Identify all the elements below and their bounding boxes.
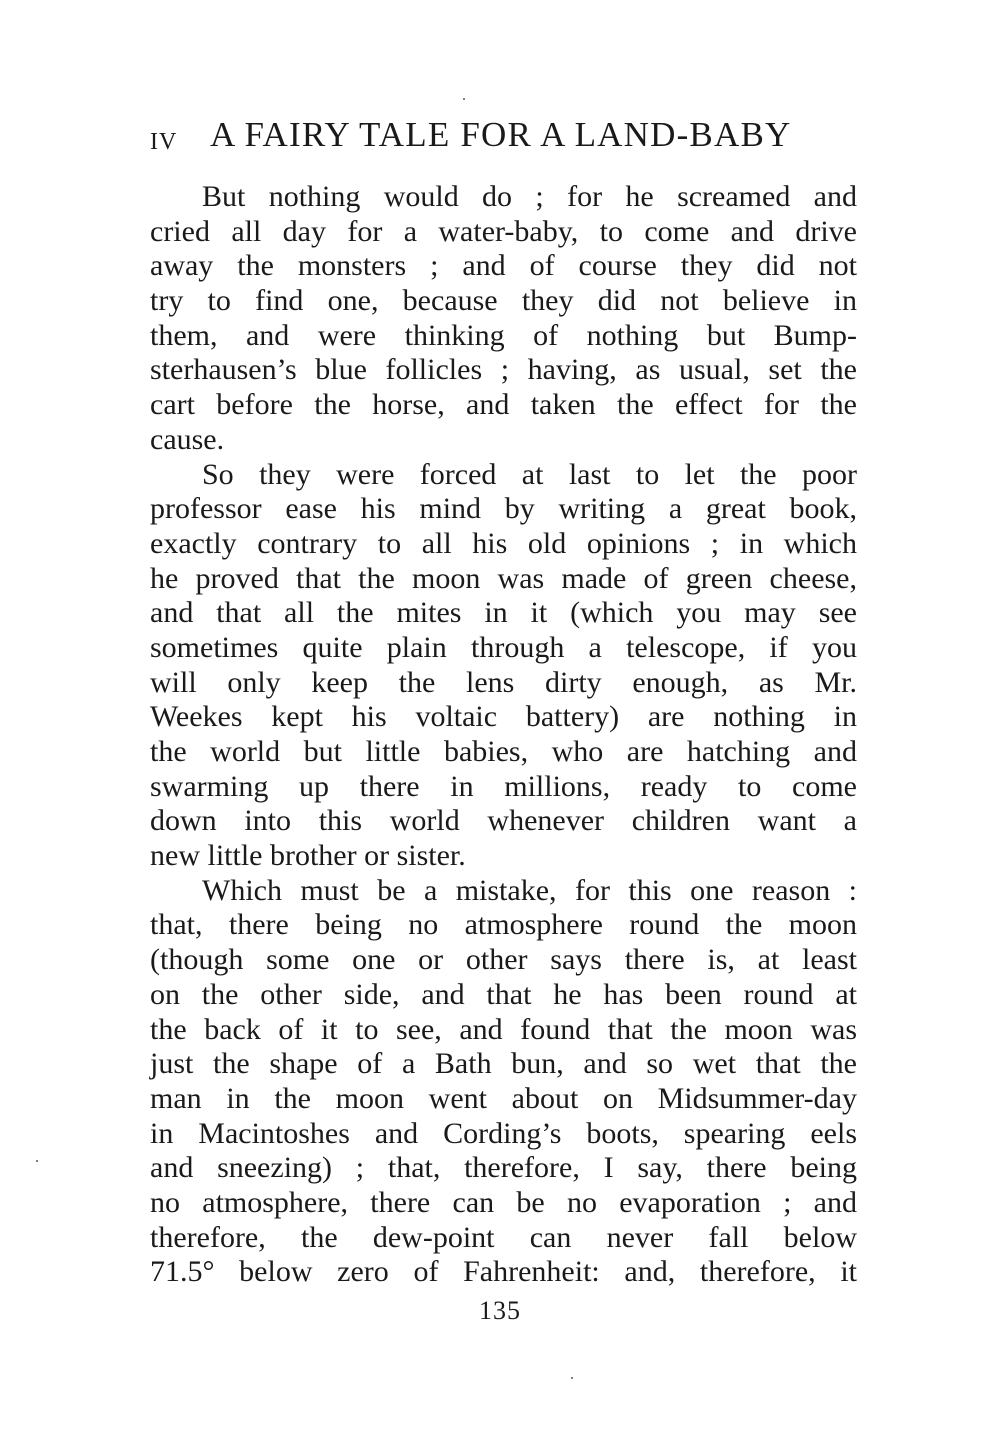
text-line: sometimes quite plain through a telescope, if you (150, 630, 857, 664)
text-line: Weekes kept his voltaic battery) are nothing in (150, 700, 857, 734)
text-line: on the other side, and that he has been round at (150, 977, 857, 1011)
running-title: A FAIRY TALE FOR A LAND-BABY (210, 115, 792, 154)
text-line: away the monsters ; and of course they did not (150, 249, 857, 283)
paper-speck (463, 98, 465, 100)
text-line: But nothing would do ; for he screamed and (202, 180, 857, 213)
text-line: professor ease his mind by writing a great book, (150, 492, 857, 526)
text-line: 71.5° below zero of Fahrenheit: and, therefore, it (150, 1255, 857, 1289)
text-line: So they were forced at last to let the poor (202, 457, 857, 491)
text-line: sterhausen’s blue follicles ; having, as usual, set the (150, 353, 857, 387)
paragraph-3 (150, 874, 857, 1290)
text-line: and that all the mites in it (which you may see (150, 596, 857, 630)
body-text (150, 180, 857, 1290)
paragraph-2 (150, 458, 857, 874)
text-line: exactly contrary to all his old opinions ; in which (150, 526, 857, 560)
text-line: no atmosphere, there can be no evaporation ; and (150, 1185, 857, 1219)
text-line: them, and were thinking of nothing but Bump- (150, 318, 857, 352)
text-line: cried all day for a water-baby, to come and drive (150, 214, 857, 248)
paper-speck (36, 1160, 38, 1162)
text-line: new little brother or sister. (150, 839, 466, 873)
chapter-number: IV (150, 129, 178, 155)
text-line: in Macintoshes and Cording’s boots, spearing eels (150, 1116, 857, 1150)
text-line: therefore, the dew-point can never fall below (150, 1220, 857, 1254)
text-line: cart before the horse, and taken the effect for the (150, 388, 857, 422)
page-number: 135 (479, 1296, 521, 1325)
text-line: swarming up there in millions, ready to come (150, 769, 857, 803)
text-line: will only keep the lens dirty enough, as Mr. (150, 665, 857, 699)
text-line: the back of it to see, and found that the moon was (150, 1012, 857, 1046)
text-line: down into this world whenever children want a (150, 804, 857, 838)
text-line: that, there being no atmosphere round the moon (150, 908, 857, 942)
paragraph-1 (150, 180, 857, 458)
text-line: and sneezing) ; that, therefore, I say, there being (150, 1151, 857, 1185)
running-head (150, 115, 860, 159)
text-line: the world but little babies, who are hatching and (150, 735, 857, 768)
text-line: just the shape of a Bath bun, and so wet that the (150, 1047, 857, 1081)
text-line: Which must be a mistake, for this one reason : (202, 873, 857, 907)
text-line: (though some one or other says there is, at least (150, 943, 857, 977)
text-line: cause. (150, 422, 225, 456)
text-line: try to find one, because they did not believe in (150, 284, 857, 318)
paper-speck (571, 1377, 573, 1379)
text-line: he proved that the moon was made of green cheese, (150, 561, 857, 595)
text-line: man in the moon went about on Midsummer-day (150, 1081, 857, 1115)
